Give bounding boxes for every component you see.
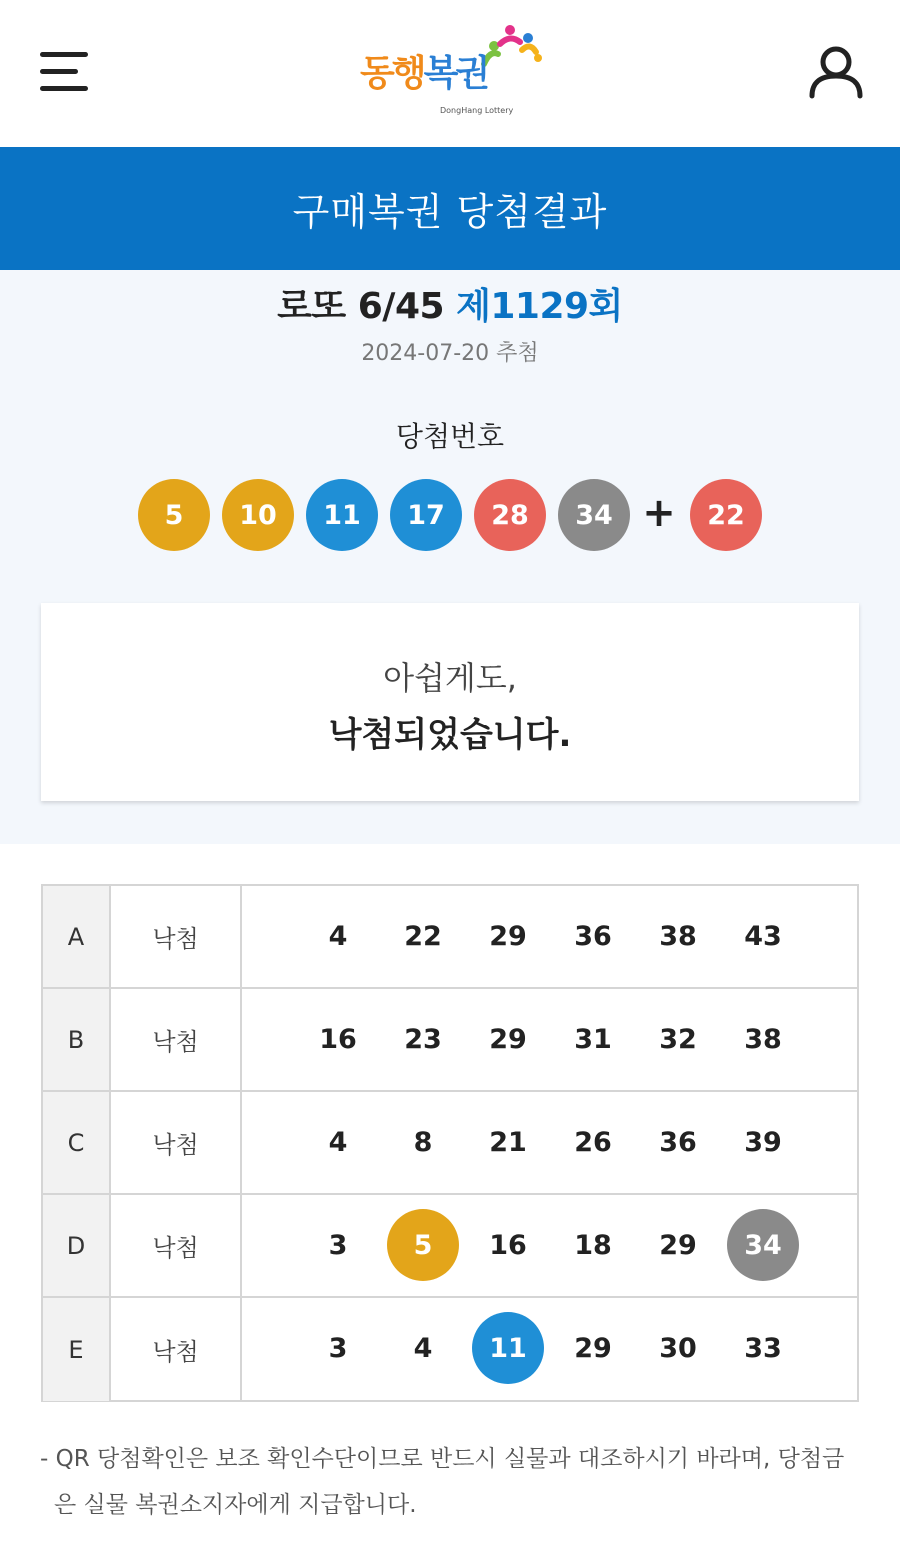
ticket-number: 29 [574,1332,612,1364]
ticket-row-a [43,886,857,989]
matched-number-ball: 5 [387,1209,459,1281]
ticket-number: 18 [574,1229,612,1261]
ticket-letter: B [43,989,111,1090]
ticket-number: 21 [489,1126,527,1158]
winning-number-ball: 11 [306,479,378,551]
ticket-number: 38 [744,1023,782,1055]
matched-number-ball: 11 [472,1312,544,1384]
ticket-number: 3 [328,1332,348,1364]
ticket-number: 36 [659,1126,697,1158]
ticket-status: 낙첨 [111,989,242,1090]
ticket-results-table [41,884,859,1402]
winning-number-ball: 5 [138,479,210,551]
ticket-row-b [43,989,857,1092]
ticket-number: 8 [413,1126,433,1158]
game-name: 로또 6/45 [277,286,457,327]
ticket-number: 4 [413,1332,433,1364]
ticket-letter: E [43,1298,111,1401]
ticket-number: 31 [574,1023,612,1055]
ticket-number: 43 [744,920,782,952]
qr-notice [40,1436,860,1528]
plus-sign: + [642,490,676,536]
ticket-number: 38 [659,920,697,952]
ticket-number: 29 [489,920,527,952]
ticket-number: 26 [574,1126,612,1158]
winning-number-ball: 10 [222,479,294,551]
winning-numbers-label: 당첨번호 [395,420,505,453]
ticket-number: 22 [404,920,442,952]
ticket-number: 39 [744,1126,782,1158]
ticket-number: 32 [659,1023,697,1055]
result-message-line2: 낙첨되었습니다. [328,715,572,755]
notice-line1: - QR 당첨확인은 보조 확인수단이므로 반드시 실물과 대조하시기 바라며, 당첨금 [40,1446,845,1472]
matched-number-ball: 34 [727,1209,799,1281]
bonus-number-ball: 22 [690,479,762,551]
ticket-number: 33 [744,1332,782,1364]
notice-line2: 은 실물 복권소지자에게 지급합니다. [54,1492,417,1518]
ticket-row-d [43,1195,857,1298]
logo-subtitle: DongHang Lottery [440,106,514,115]
ticket-number: 3 [328,1229,348,1261]
winning-number-ball: 34 [558,479,630,551]
ticket-letter: A [43,886,111,987]
ticket-number: 36 [574,920,612,952]
ticket-status: 낙첨 [111,1298,242,1401]
result-message-card [41,603,859,801]
donghang-lottery-logo[interactable] [360,20,550,124]
ticket-status: 낙첨 [111,886,242,987]
result-message-line1: 아쉽게도, [383,659,517,697]
ticket-number: 4 [328,1126,348,1158]
round-number: 제1129회 [456,286,623,327]
ticket-number: 29 [659,1229,697,1261]
ticket-number: 23 [404,1023,442,1055]
ticket-number: 30 [659,1332,697,1364]
draw-result-section [0,270,900,844]
ticket-number: 16 [319,1023,357,1055]
game-title [0,278,900,329]
page-title: 구매복권 당첨결과 [292,190,608,234]
ticket-status: 낙첨 [111,1195,242,1296]
ticket-status: 낙첨 [111,1092,242,1193]
ticket-row-c [43,1092,857,1195]
winning-number-ball: 17 [390,479,462,551]
user-profile-icon[interactable] [806,42,866,102]
hamburger-menu-icon[interactable] [36,48,92,96]
logo-text: 동행복권 [360,53,488,94]
ticket-number: 16 [489,1229,527,1261]
ticket-number: 29 [489,1023,527,1055]
top-header [0,0,900,147]
ticket-number: 4 [328,920,348,952]
winning-number-ball: 28 [474,479,546,551]
ticket-letter: C [43,1092,111,1193]
draw-date: 2024-07-20 추첨 [361,341,539,366]
ticket-row-e [43,1298,857,1401]
ticket-letter: D [43,1195,111,1296]
page-title-banner [0,147,900,270]
